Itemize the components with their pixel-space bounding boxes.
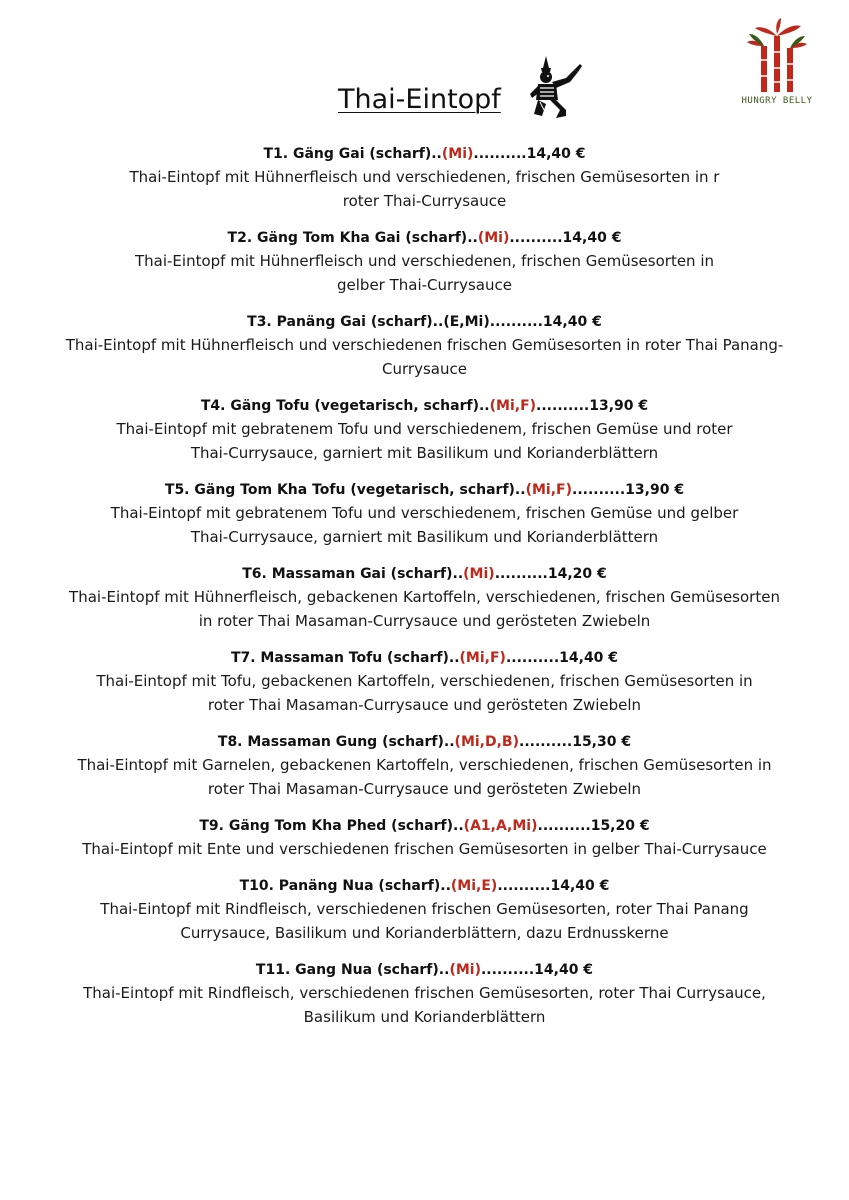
menu-item-price: ..........13,90 € bbox=[536, 398, 649, 414]
menu-item-name: T11. Gang Nua (scharf).. bbox=[255, 962, 450, 978]
menu-item-name: T2. Gäng Tom Kha Gai (scharf).. bbox=[227, 230, 478, 246]
menu-item bbox=[0, 648, 849, 717]
menu-item-price: ..........14,40 € bbox=[480, 962, 594, 978]
menu-item-heading bbox=[0, 312, 849, 333]
thai-dancer-icon bbox=[526, 54, 584, 120]
menu-item bbox=[0, 816, 849, 861]
menu-item-allergens: (A1,A,Mi) bbox=[463, 818, 538, 834]
brand-logo bbox=[740, 18, 814, 114]
menu-item-allergens: (Mi,F) bbox=[525, 482, 572, 498]
menu-item bbox=[0, 396, 849, 465]
menu-item-allergens: (Mi) bbox=[463, 566, 495, 582]
menu-item-heading bbox=[0, 228, 849, 249]
menu-item bbox=[0, 480, 849, 549]
menu-item-heading bbox=[0, 648, 849, 669]
menu-item-description bbox=[0, 417, 849, 465]
menu-item-description-line: roter Thai-Currysauce bbox=[342, 192, 507, 210]
menu-item-name: T7. Massaman Tofu (scharf).. bbox=[230, 650, 460, 666]
menu-item-description-line: Thai-Eintopf mit Tofu, gebackenen Kartoffeln, verschiedenen, frischen Gemüsesorten in bbox=[96, 672, 753, 690]
menu-item-name: T1. Gäng Gai (scharf).. bbox=[263, 146, 442, 162]
menu-item-name: T3. Panäng Gai (scharf).. bbox=[247, 314, 444, 330]
page-title: Thai-Eintopf bbox=[338, 84, 501, 115]
menu-item-price: ..........14,40 € bbox=[509, 230, 622, 246]
menu-item-description-line: Thai-Eintopf mit Ente und verschiedenen frischen Gemüsesorten in gelber Thai-Currysauce bbox=[82, 840, 767, 858]
menu-item bbox=[0, 144, 849, 213]
menu-item-price: ..........13,90 € bbox=[572, 482, 685, 498]
menu-item-description-line: Thai-Eintopf mit Hühnerfleisch und verschiedenen, frischen Gemüsesorten in bbox=[134, 252, 715, 270]
menu-item-heading bbox=[0, 876, 849, 897]
menu-item-description-line: Currysauce bbox=[382, 360, 467, 378]
menu-item-description bbox=[0, 501, 849, 549]
menu-item-heading bbox=[0, 960, 849, 981]
menu-item bbox=[0, 564, 849, 633]
menu-item-heading bbox=[0, 732, 849, 753]
menu-item-price: ..........14,40 € bbox=[473, 146, 586, 162]
menu-item-heading bbox=[0, 144, 849, 165]
menu-item-name: T5. Gäng Tom Kha Tofu (vegetarisch, scharf).. bbox=[164, 482, 526, 498]
menu-item bbox=[0, 228, 849, 297]
menu-item bbox=[0, 960, 849, 1029]
menu-item-description-line: Thai-Eintopf mit Garnelen, gebackenen Kartoffeln, verschiedenen, frischen Gemüsesorten in bbox=[77, 756, 772, 774]
bamboo-logo-icon bbox=[747, 18, 807, 94]
menu-item-allergens: (Mi) bbox=[449, 962, 481, 978]
menu-item-description bbox=[0, 585, 849, 633]
menu-item-allergens: (Mi) bbox=[441, 146, 474, 162]
menu-item-description-line: Thai-Eintopf mit gebratenem Tofu und verschiedenem, frischen Gemüse und gelber bbox=[110, 504, 739, 522]
menu-item bbox=[0, 732, 849, 801]
menu-item-price: ..........15,30 € bbox=[519, 734, 632, 750]
menu-item-description-line: Thai-Eintopf mit gebratenem Tofu und verschiedenem, frischen Gemüse und roter bbox=[116, 420, 733, 438]
menu-item-heading bbox=[0, 396, 849, 417]
menu-item-description-line: Currysauce, Basilikum und Korianderblättern, dazu Erdnusskerne bbox=[180, 924, 669, 942]
menu-item-price: ..........14,20 € bbox=[494, 566, 607, 582]
menu-item bbox=[0, 312, 849, 381]
menu-item-allergens: (Mi,F) bbox=[459, 650, 506, 666]
menu-item-price: ..........14,40 € bbox=[489, 314, 602, 330]
menu-list bbox=[0, 144, 849, 1044]
menu-item-heading bbox=[0, 816, 849, 837]
menu-item-price: ..........14,40 € bbox=[505, 650, 619, 666]
menu-item-name: T8. Massaman Gung (scharf).. bbox=[217, 734, 455, 750]
menu-item-description-line: in roter Thai Masaman-Currysauce und gerösteten Zwiebeln bbox=[198, 612, 651, 630]
menu-item-description bbox=[0, 753, 849, 801]
menu-item-price: ..........14,40 € bbox=[497, 878, 610, 894]
logo-text: HUNGRY BELLY bbox=[741, 96, 813, 106]
menu-item-description-line: Basilikum und Korianderblättern bbox=[303, 1008, 546, 1026]
menu-item-description bbox=[0, 333, 849, 381]
menu-item-description-line: gelber Thai-Currysauce bbox=[337, 276, 512, 294]
menu-item-allergens: (Mi,D,B) bbox=[454, 734, 520, 750]
menu-item-description-line: Thai-Eintopf mit Hühnerfleisch, gebackenen Kartoffeln, verschiedenen, frischen Gemüsesorten bbox=[69, 588, 780, 606]
menu-item-name: T4. Gäng Tofu (vegetarisch, scharf).. bbox=[200, 398, 490, 414]
menu-item-description-line: Thai-Currysauce, garniert mit Basilikum und Korianderblättern bbox=[190, 528, 659, 546]
menu-item-name: T6. Massaman Gai (scharf).. bbox=[242, 566, 464, 582]
menu-item-allergens: (Mi) bbox=[477, 230, 510, 246]
menu-item-allergens: (E,Mi) bbox=[443, 314, 490, 330]
menu-item-price: ..........15,20 € bbox=[537, 818, 650, 834]
menu-item-description-line: Thai-Eintopf mit Hühnerfleisch und verschiedenen frischen Gemüsesorten in roter Thai Panang- bbox=[65, 336, 784, 354]
menu-item-description bbox=[0, 897, 849, 945]
menu-item-description-line: Thai-Eintopf mit Rindfleisch, verschiedenen frischen Gemüsesorten, roter Thai Panang bbox=[100, 900, 749, 918]
menu-item-description-line: Thai-Eintopf mit Hühnerfleisch und verschiedenen, frischen Gemüsesorten in r bbox=[129, 168, 720, 186]
menu-item bbox=[0, 876, 849, 945]
menu-item-description bbox=[0, 669, 849, 717]
menu-item-description-line: Thai-Currysauce, garniert mit Basilikum und Korianderblättern bbox=[190, 444, 659, 462]
menu-item-description bbox=[0, 165, 849, 213]
menu-item-description-line: Thai-Eintopf mit Rindfleisch, verschiedenen frischen Gemüsesorten, roter Thai Currysauce, bbox=[83, 984, 766, 1002]
menu-item-heading bbox=[0, 564, 849, 585]
menu-item-heading bbox=[0, 480, 849, 501]
menu-item-description bbox=[0, 981, 849, 1029]
menu-item-name: T10. Panäng Nua (scharf).. bbox=[239, 878, 451, 894]
menu-item-allergens: (Mi,F) bbox=[489, 398, 537, 414]
menu-item-allergens: (Mi,E) bbox=[450, 878, 498, 894]
menu-item-description-line: roter Thai Masaman-Currysauce und gerösteten Zwiebeln bbox=[207, 780, 642, 798]
menu-item-description bbox=[0, 837, 849, 861]
menu-item-description-line: roter Thai Masaman-Currysauce und gerösteten Zwiebeln bbox=[207, 696, 642, 714]
menu-item-name: T9. Gäng Tom Kha Phed (scharf).. bbox=[199, 818, 464, 834]
menu-item-description bbox=[0, 249, 849, 297]
